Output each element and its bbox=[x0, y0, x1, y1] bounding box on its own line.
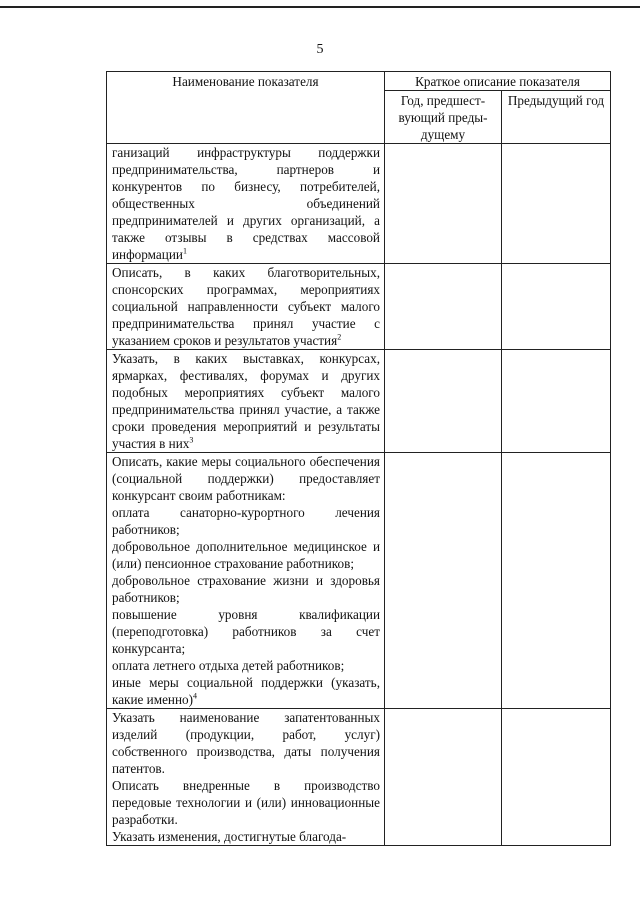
indicators-table bbox=[106, 71, 611, 846]
indicator-cell bbox=[107, 144, 385, 264]
footnote-marker: 1 bbox=[182, 246, 187, 256]
header-indicator-name: Наименование показателя bbox=[107, 72, 385, 144]
indicator-paragraph bbox=[112, 674, 380, 708]
previous-year-cell[interactable] bbox=[502, 144, 611, 264]
indicator-paragraph: повышение уровня квалификации (переподготовка) работников за счет конкурсанта; bbox=[112, 607, 380, 656]
table-row bbox=[107, 144, 611, 264]
table-row bbox=[107, 264, 611, 350]
year-before-previous-cell[interactable] bbox=[385, 350, 502, 453]
previous-year-cell[interactable] bbox=[502, 709, 611, 846]
indicator-text bbox=[112, 264, 380, 349]
indicator-paragraph: Указать изменения, достигнутые благода- bbox=[112, 829, 347, 844]
previous-year-cell[interactable] bbox=[502, 453, 611, 709]
indicator-cell bbox=[107, 709, 385, 846]
indicator-cell bbox=[107, 350, 385, 453]
year-before-previous-cell[interactable] bbox=[385, 144, 502, 264]
indicator-cell bbox=[107, 453, 385, 709]
year-before-previous-cell[interactable] bbox=[385, 453, 502, 709]
indicator-text bbox=[112, 350, 380, 452]
header-previous-year: Предыдущий год bbox=[502, 91, 611, 144]
indicator-paragraph: Указать наименование запатентованных изделий (продукции, работ, услуг) собственного производства, даты получения патентов. bbox=[112, 710, 380, 776]
footnote-marker: 2 bbox=[337, 332, 342, 342]
table-row bbox=[107, 350, 611, 453]
top-rule bbox=[0, 6, 640, 8]
footnote-marker: 3 bbox=[189, 435, 194, 445]
indicator-paragraph: добровольное страхование жизни и здоровья работников; bbox=[112, 573, 380, 605]
indicator-paragraph: добровольное дополнительное медицинское и (или) пенсионное страхование работников; bbox=[112, 539, 380, 571]
indicator-text-body: иные меры социальной поддержки (указать, какие именно) bbox=[112, 675, 380, 707]
header-indicator-description: Краткое описание показателя bbox=[385, 72, 611, 91]
indicator-text-body: Указать, в каких выставках, конкурсах, ярмарках, фестивалях, форумах и других подобных мероприятиях субъект малого предпринимательства принял участие, а также сроки проведения мероприятий и результаты участия в них bbox=[112, 351, 380, 451]
previous-year-cell[interactable] bbox=[502, 264, 611, 350]
indicator-paragraph: оплата санаторно-курортного лечения работников; bbox=[112, 505, 380, 537]
page-number: 5 bbox=[316, 42, 324, 57]
previous-year-cell[interactable] bbox=[502, 350, 611, 453]
indicator-text-body: Описать, в каких благотворительных, спонсорских программах, мероприятиях социальной направленности субъект малого предпринимательства принял участие с указанием сроков и результатов участия bbox=[112, 265, 380, 348]
table-header-row bbox=[107, 72, 611, 91]
indicator-text-body: ганизаций инфраструктуры поддержки предпринимательства, партнеров и конкурентов по бизнесу, потребителей, общественных объединений предпринимателей и других организаций, а также отзывы в средствах массовой информации bbox=[112, 145, 380, 262]
indicator-text bbox=[112, 144, 380, 263]
year-before-previous-cell[interactable] bbox=[385, 264, 502, 350]
indicator-paragraph: Описать внедренные в производство передовые технологии и (или) инновационные разработки. bbox=[112, 778, 380, 827]
indicator-cell bbox=[107, 264, 385, 350]
indicator-paragraph: оплата летнего отдыха детей работников; bbox=[112, 658, 345, 673]
table-row bbox=[107, 709, 611, 846]
indicator-paragraph: Описать, какие меры социального обеспечения (социальной поддержки) предоставляет конкурсант своим работникам: bbox=[112, 454, 380, 503]
year-before-previous-cell[interactable] bbox=[385, 709, 502, 846]
header-year-before-previous: Год, предшест-вующий преды-дущему bbox=[385, 91, 502, 144]
table-row bbox=[107, 453, 611, 709]
footnote-marker: 4 bbox=[193, 691, 198, 701]
